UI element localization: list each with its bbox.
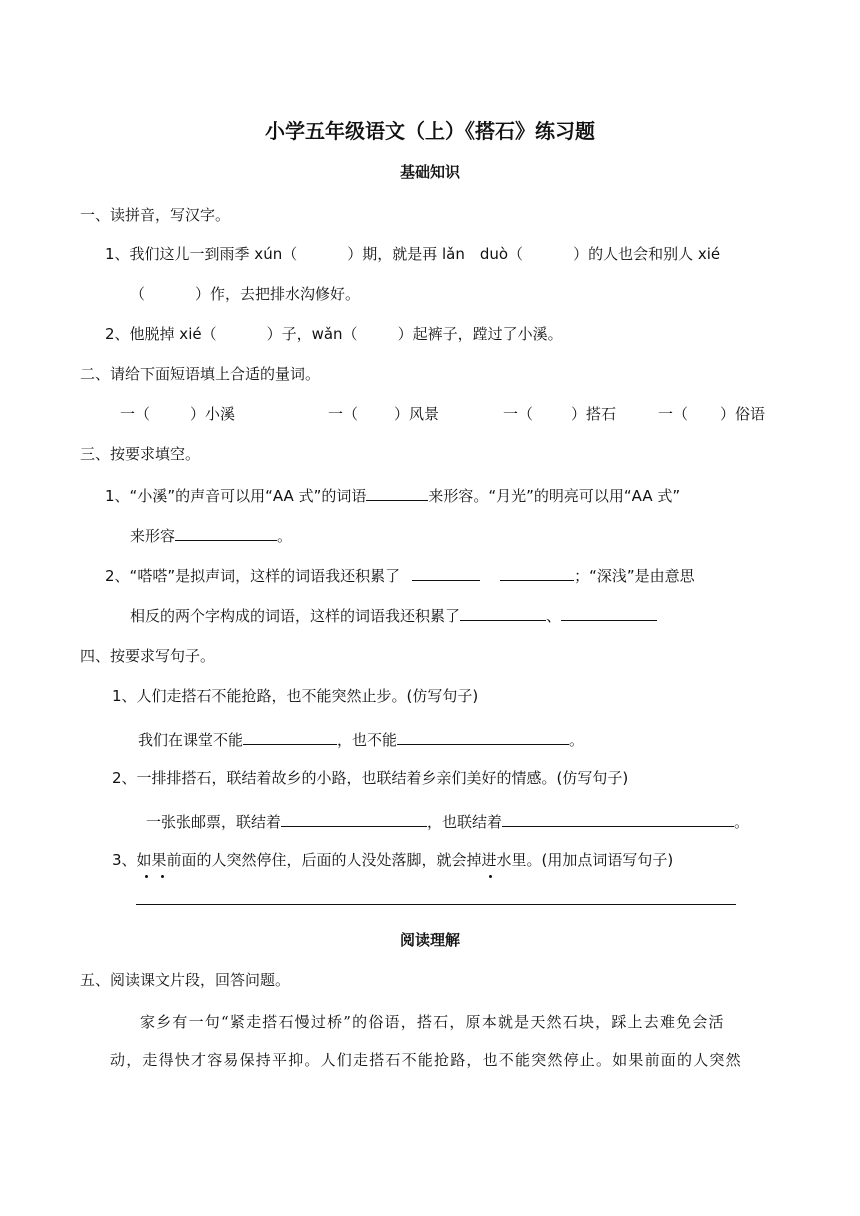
q4-answer-1	[138, 728, 584, 750]
q3-text-1c: 来形容	[130, 527, 176, 545]
q3-text-1d: 。	[277, 527, 293, 545]
q3-line2	[105, 564, 695, 586]
q1-text-1b: ）期，就是再 lǎn duò（	[347, 245, 524, 263]
q4-sentence-1: 1、人们走搭石不能抢路，也不能突然止步。(仿写句子)	[112, 687, 479, 705]
q3-heading: 三、按要求填空。	[80, 445, 201, 463]
q4-text-1b: ，也不能	[337, 731, 398, 749]
q2-item-3-open: 一（	[503, 405, 534, 423]
q2-item-1-open: 一（	[120, 405, 151, 423]
q2-item-4-close: ）俗语	[720, 405, 766, 423]
q3-text-1b: 来形容。“月光”的明亮可以用“AA 式”	[428, 487, 681, 505]
emphasis-dot-guo	[161, 875, 164, 878]
page-title: 小学五年级语文（上）《搭石》练习题	[265, 119, 595, 143]
q3-text-2c: 相反的两个字构成的词语，这样的词语我还积累了	[130, 607, 461, 625]
q2-item-2-close: ）风景	[394, 405, 440, 423]
q2-item-4-open: 一（	[658, 405, 689, 423]
q4-blank-2b[interactable]	[502, 810, 734, 827]
q3-line2-cont	[130, 604, 657, 626]
q1-text-2c: ）起裤子，蹚过了小溪。	[397, 325, 563, 343]
q3-text-2b: ；“深浅”是由意思	[574, 567, 695, 585]
q2-item-2-open: 一（	[328, 405, 359, 423]
q3-blank-creek[interactable]	[366, 484, 428, 501]
q2-item-1-close: ）小溪	[190, 405, 236, 423]
q2-heading: 二、请给下面短语填上合适的量词。	[80, 365, 321, 383]
emphasis-dot-jiu	[489, 875, 492, 878]
q3-text-2a: 2、“嗒嗒”是拟声词，这样的词语我还积累了	[105, 567, 401, 585]
q3-blank-antonym-2[interactable]	[561, 604, 657, 621]
q2-item-4	[658, 404, 765, 424]
q4-blank-1b[interactable]	[397, 728, 569, 745]
q4-answer-2	[146, 810, 749, 832]
q4-answer-3-line[interactable]	[136, 904, 736, 905]
q3-text-2d: 、	[546, 607, 562, 625]
q4-sentence-2: 2、一排排搭石，联结着故乡的小路，也联结着乡亲们美好的情感。(仿写句子)	[112, 769, 629, 787]
emphasis-dot-ru	[145, 875, 148, 878]
q1-heading: 一、读拼音，写汉字。	[80, 206, 231, 224]
q1-text-2a: 2、他脱掉 xié（	[105, 325, 217, 343]
q3-line1-cont	[130, 524, 292, 546]
section-reading: 阅读理解	[399, 931, 460, 949]
q1-text-1a: 1、我们这儿一到雨季 xún（	[105, 245, 298, 263]
q1-text-1d: （	[130, 285, 146, 303]
q4-text-2c: 。	[734, 813, 750, 831]
q4-text-2a: 一张张邮票，联结着	[146, 813, 282, 831]
q3-blank-moonlight[interactable]	[175, 524, 277, 541]
q3-line1	[105, 484, 680, 506]
q4-text-1c: 。	[569, 731, 585, 749]
q1-text-1c: ）的人也会和别人 xié	[573, 245, 721, 263]
q3-blank-onomatopoeia-2[interactable]	[500, 564, 574, 581]
q1-line1	[105, 244, 720, 264]
q5-paragraph-line-2: 动，走得快才容易保持平抑。人们走搭石不能抢路，也不能突然停止。如果前面的人突然	[110, 1051, 742, 1069]
q3-blank-onomatopoeia-1[interactable]	[412, 564, 480, 581]
q4-text-2b: ，也联结着	[427, 813, 503, 831]
q2-item-3	[503, 404, 616, 424]
q4-text-1a: 我们在课堂不能	[138, 731, 244, 749]
q2-item-1	[120, 404, 235, 424]
q4-blank-2a[interactable]	[281, 810, 427, 827]
q1-text-1e: ）作，去把排水沟修好。	[195, 285, 361, 303]
q5-paragraph-line-1: 家乡有一句“紧走搭石慢过桥”的俗语，搭石，原本就是天然石块，踩上去难免会活	[140, 1013, 725, 1031]
q4-heading: 四、按要求写句子。	[80, 647, 216, 665]
q5-heading: 五、阅读课文片段，回答问题。	[80, 971, 291, 989]
q3-blank-antonym-1[interactable]	[460, 604, 546, 621]
q1-line1-cont	[130, 284, 360, 304]
q4-sentence-3: 3、如果前面的人突然停住，后面的人没处落脚，就会掉进水里。(用加点词语写句子)	[112, 851, 674, 869]
q1-text-2b: ）子，wǎn（	[266, 325, 358, 343]
q1-line2	[105, 324, 563, 344]
q2-item-3-close: ）搭石	[571, 405, 617, 423]
q4-blank-1a[interactable]	[243, 728, 337, 745]
q2-item-2	[328, 404, 439, 424]
section-basic-knowledge: 基础知识	[399, 163, 460, 181]
q3-text-1a: 1、“小溪”的声音可以用“AA 式”的词语	[105, 487, 367, 505]
